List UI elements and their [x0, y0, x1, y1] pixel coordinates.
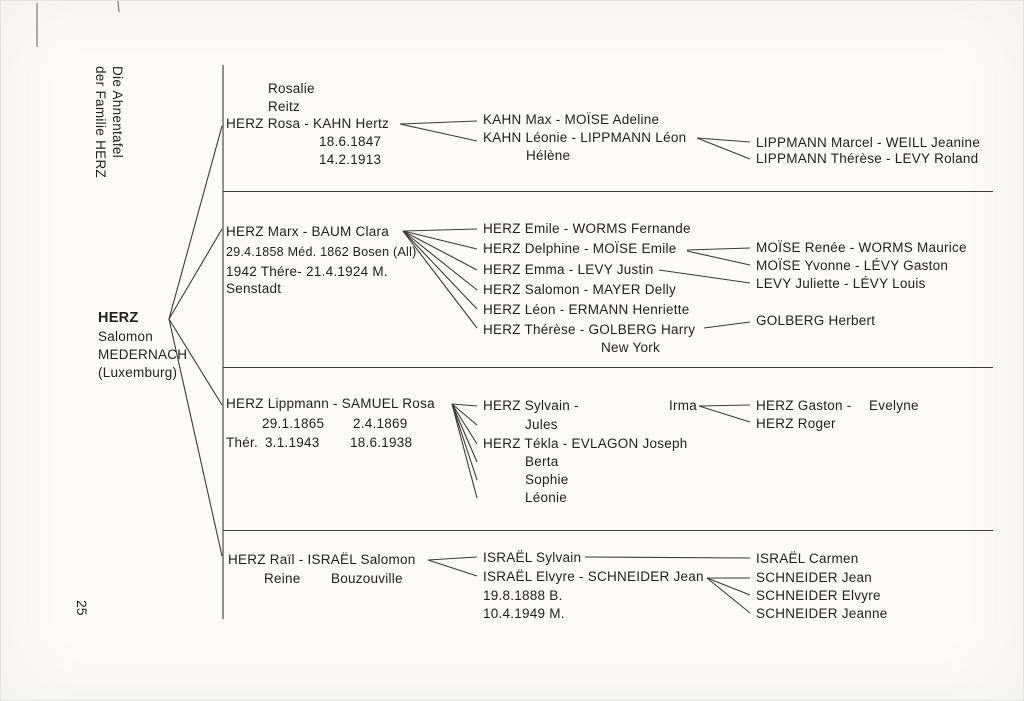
person-entry: HERZ Delphine - MOÏSE Emile: [483, 241, 677, 256]
gen1-couple: HERZ Rosa - KAHN Hertz: [226, 116, 390, 131]
person-entry: Evelyne: [869, 398, 919, 413]
gen1-death-date: 14.2.1913: [319, 152, 382, 167]
gen3-death-husband: 3.1.1943: [265, 435, 320, 450]
person-entry: Jules: [525, 417, 558, 432]
person-date: 19.8.1888 B.: [483, 588, 563, 603]
person-date: 10.4.1949 M.: [483, 606, 565, 621]
person-entry: GOLBERG Herbert: [756, 313, 876, 328]
gen4-place: Bouzouville: [331, 571, 403, 586]
person-entry: HERZ Roger: [756, 416, 836, 431]
person-entry: Irma: [669, 398, 697, 413]
person-entry: HERZ Thérèse - GOLBERG Harry: [483, 322, 696, 337]
person-entry: HERZ Emile - WORMS Fernande: [483, 221, 691, 236]
person-entry: Berta: [525, 454, 559, 469]
root-branch-lines: [169, 126, 222, 556]
gen2-couple: HERZ Marx - BAUM Clara: [226, 224, 390, 239]
person-entry: HERZ Tékla - EVLAGON Joseph: [483, 436, 688, 451]
gen2-dates-line: 1942 Thére- 21.4.1924 M.: [226, 264, 388, 279]
person-entry: KAHN Léonie - LIPPMANN Léon: [483, 130, 687, 145]
gen4-wife-given: Reine: [264, 571, 301, 586]
gen1-birth-date: 18.6.1847: [319, 134, 382, 149]
gen3-death-wife: 18.6.1938: [350, 435, 413, 450]
person-entry: HERZ Emma - LEVY Justin: [483, 262, 654, 277]
gen1-mother-given: Rosalie: [268, 81, 315, 96]
root-given-name: Salomon: [98, 329, 154, 344]
gen2-dates-line: 29.4.1858 Méd. 1862 Bosen (All): [226, 245, 417, 259]
gen3-birth-husband: 29.1.1865: [262, 416, 325, 431]
person-entry: SCHNEIDER Jean: [756, 570, 873, 585]
person-entry: ISRAËL Sylvain: [483, 550, 582, 565]
gen1-mother-name: Reitz: [268, 99, 301, 114]
gen3-couple: HERZ Lippmann - SAMUEL Rosa: [226, 396, 435, 411]
gen3-death-prefix: Thér.: [226, 435, 259, 450]
person-entry: LEVY Juliette - LÉVY Louis: [756, 276, 926, 291]
gen4-couple: HERZ Raïl - ISRAËL Salomon: [228, 552, 416, 567]
person-entry: Léonie: [525, 490, 568, 505]
root-surname: HERZ: [98, 310, 139, 326]
person-entry: MOÏSE Yvonne - LÉVY Gaston: [756, 258, 949, 273]
person-entry: KAHN Max - MOÏSE Adeline: [483, 112, 660, 127]
person-entry: SCHNEIDER Jeanne: [756, 606, 888, 621]
person-entry: LIPPMANN Thérèse - LEVY Roland: [756, 151, 979, 166]
person-note: New York: [601, 340, 661, 355]
gen2-place: Senstadt: [226, 281, 282, 296]
side-title: [90, 66, 126, 196]
gen3-birth-wife: 2.4.1869: [353, 416, 408, 431]
side-title-line1: Die Ahnentafel: [110, 66, 125, 159]
person-entry: Hélène: [526, 148, 571, 163]
person-entry: ISRAËL Carmen: [756, 551, 859, 566]
person-entry: HERZ Gaston -: [756, 398, 852, 413]
root-region: (Luxemburg): [98, 365, 178, 380]
person-entry: ISRAËL Elvyre - SCHNEIDER Jean: [483, 569, 704, 584]
person-entry: Sophie: [525, 472, 569, 487]
person-entry: MOÏSE Renée - WORMS Maurice: [756, 240, 967, 255]
page-number: 25: [74, 600, 90, 616]
person-entry: LIPPMANN Marcel - WEILL Jeanine: [756, 135, 981, 150]
person-entry: HERZ Léon - ERMANN Henriette: [483, 302, 690, 317]
person-entry: SCHNEIDER Elvyre: [756, 588, 881, 603]
root-place: MEDERNACH: [98, 347, 188, 362]
scan-artifact-marks: [37, 1, 119, 47]
person-entry: HERZ Sylvain -: [483, 398, 579, 413]
person-entry: HERZ Salomon - MAYER Delly: [483, 282, 677, 297]
side-title-line2: der Familie HERZ: [93, 66, 108, 179]
